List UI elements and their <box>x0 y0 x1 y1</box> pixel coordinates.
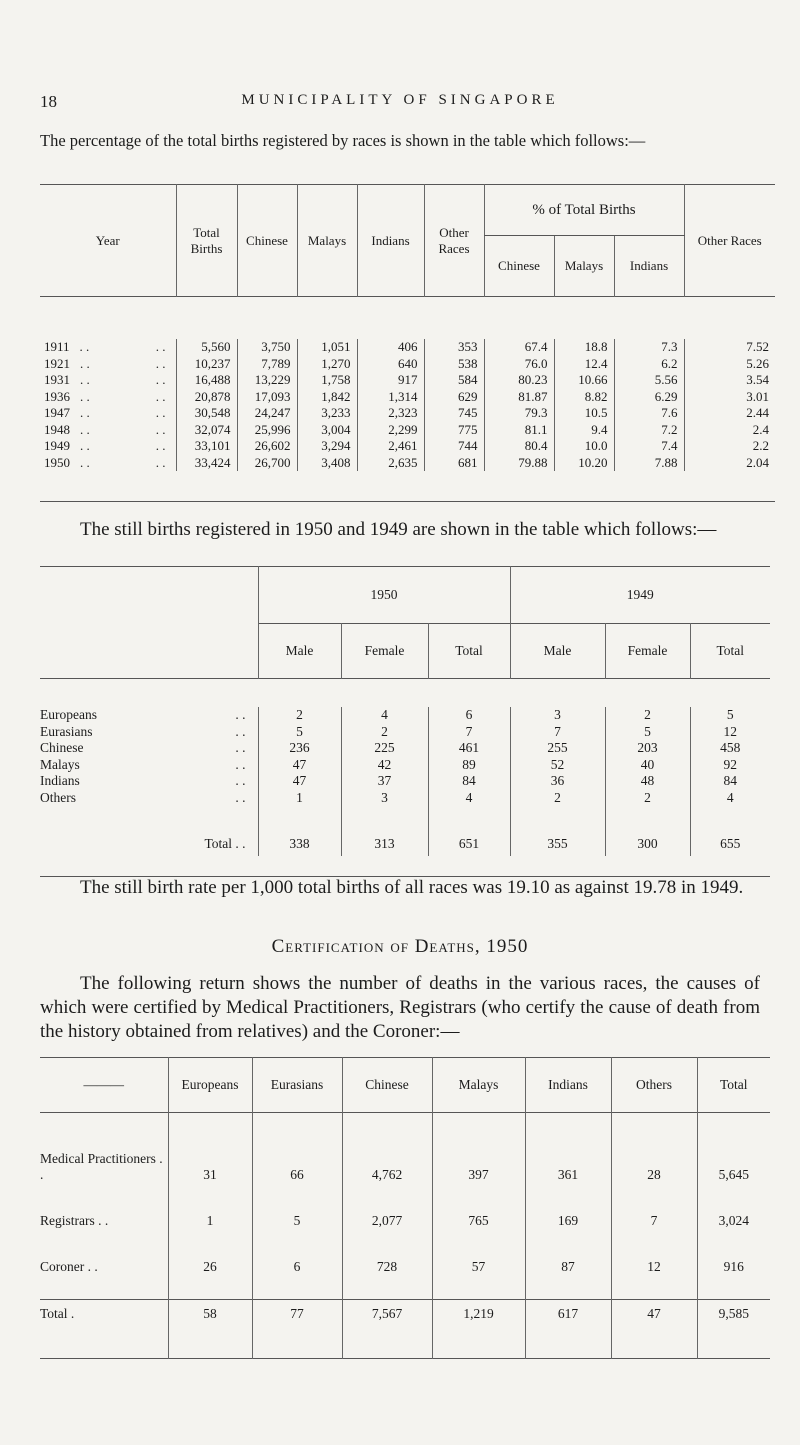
births-row <box>40 372 775 389</box>
births-row <box>40 339 775 356</box>
page-header <box>40 92 760 122</box>
still-row-label: Chinese . . <box>40 740 246 756</box>
births-cell-indians: 640 <box>357 356 424 373</box>
still-cell-m49: 2 <box>510 790 605 807</box>
deaths-col-chinese: Chinese <box>342 1058 432 1113</box>
births-cell-p-indians: 7.4 <box>614 438 684 455</box>
still-row <box>40 724 770 741</box>
still-cell-f50: 225 <box>341 740 428 757</box>
births-cell-p-chinese: 81.87 <box>484 389 554 406</box>
births-cell-p-other: 7.52 <box>684 339 775 356</box>
births-year-cell: 1949 . . . . <box>44 438 166 454</box>
births-cell-total: 33,101 <box>176 438 237 455</box>
still-cell-m50: 5 <box>258 724 341 741</box>
deaths-col-indians: Indians <box>525 1058 611 1113</box>
deaths-cell: 31 <box>168 1113 252 1188</box>
col-pct-chinese: Chinese <box>484 236 554 297</box>
births-cell-p-indians: 7.88 <box>614 455 684 472</box>
births-cell-p-malays: 10.5 <box>554 405 614 422</box>
births-cell-p-chinese: 80.23 <box>484 372 554 389</box>
births-row <box>40 438 775 455</box>
births-by-race-table <box>40 184 775 502</box>
still-row <box>40 740 770 757</box>
deaths-col-malays: Malays <box>432 1058 525 1113</box>
births-cell-indians: 1,314 <box>357 389 424 406</box>
still-cell-m49: 36 <box>510 773 605 790</box>
births-cell-indians: 917 <box>357 372 424 389</box>
births-year-cell: 1936 . . . . <box>44 388 166 404</box>
still-row <box>40 707 770 724</box>
still-total-m50: 338 <box>258 806 341 856</box>
births-cell-other: 681 <box>424 455 484 472</box>
still-col-total-1950: Total <box>428 624 510 679</box>
deaths-cell: 916 <box>697 1233 770 1279</box>
still-row-label: Europeans . . <box>40 707 246 723</box>
still-row <box>40 757 770 774</box>
still-cell-f49: 5 <box>605 724 690 741</box>
deaths-cell: 57 <box>432 1233 525 1279</box>
births-cell-total: 16,488 <box>176 372 237 389</box>
still-cell-m50: 47 <box>258 773 341 790</box>
births-cell-other: 745 <box>424 405 484 422</box>
still-cell-t50: 7 <box>428 724 510 741</box>
still-corner-cell <box>40 567 258 679</box>
still-cell-f50: 2 <box>341 724 428 741</box>
births-cell-other: 744 <box>424 438 484 455</box>
col-other-races: Other Races <box>424 185 484 297</box>
births-cell-malays: 3,004 <box>297 422 357 439</box>
births-cell-total: 33,424 <box>176 455 237 472</box>
births-cell-p-malays: 9.4 <box>554 422 614 439</box>
births-cell-chinese: 13,229 <box>237 372 297 389</box>
births-cell-malays: 1,270 <box>297 356 357 373</box>
births-year-cell: 1931 . . . . <box>44 372 166 388</box>
births-cell-p-chinese: 80.4 <box>484 438 554 455</box>
deaths-cell: 169 <box>525 1187 611 1233</box>
still-col-male-1949: Male <box>510 624 605 679</box>
births-year-cell: 1947 . . . . <box>44 405 166 421</box>
deaths-col-europeans: Europeans <box>168 1058 252 1113</box>
deaths-cell: 397 <box>432 1113 525 1188</box>
deaths-total-label: Total . <box>40 1306 75 1321</box>
deaths-cell: 728 <box>342 1233 432 1279</box>
deaths-col-others: Others <box>611 1058 697 1113</box>
births-cell-p-indians: 7.2 <box>614 422 684 439</box>
births-cell-total: 5,560 <box>176 339 237 356</box>
deaths-cell: 361 <box>525 1113 611 1188</box>
deaths-cell: 5 <box>252 1187 342 1233</box>
deaths-total-malays: 1,219 <box>432 1300 525 1359</box>
still-cell-m49: 7 <box>510 724 605 741</box>
deaths-cell: 2,077 <box>342 1187 432 1233</box>
still-row-label: Indians . . <box>40 773 246 789</box>
deaths-total-others: 47 <box>611 1300 697 1359</box>
still-births-table <box>40 566 770 877</box>
still-col-female-1949: Female <box>605 624 690 679</box>
births-row <box>40 422 775 439</box>
deaths-cell: 7 <box>611 1187 697 1233</box>
still-cell-t50: 84 <box>428 773 510 790</box>
col-year: Year <box>95 232 120 248</box>
births-cell-malays: 3,294 <box>297 438 357 455</box>
still-cell-f49: 2 <box>605 707 690 724</box>
deaths-total-total: 9,585 <box>697 1300 770 1359</box>
still-cell-f49: 2 <box>605 790 690 807</box>
still-cell-f50: 4 <box>341 707 428 724</box>
still-births-intro-paragraph: The still births registered in 1950 and 1949 are shown in the table which follows:— <box>80 519 717 540</box>
still-total-label: Total . . <box>204 836 246 851</box>
births-year-cell: 1950 . . . . <box>44 454 166 470</box>
births-cell-p-other: 3.01 <box>684 389 775 406</box>
still-row <box>40 773 770 790</box>
births-year-cell: 1921 . . . . <box>44 355 166 371</box>
still-col-total-1949: Total <box>690 624 770 679</box>
still-cell-f50: 3 <box>341 790 428 807</box>
births-cell-malays: 3,408 <box>297 455 357 472</box>
births-cell-p-chinese: 81.1 <box>484 422 554 439</box>
still-row-label: Others . . <box>40 789 246 805</box>
still-col-female-1950: Female <box>341 624 428 679</box>
births-cell-p-indians: 5.56 <box>614 372 684 389</box>
births-cell-total: 20,878 <box>176 389 237 406</box>
births-cell-malays: 3,233 <box>297 405 357 422</box>
births-cell-indians: 2,323 <box>357 405 424 422</box>
births-cell-p-malays: 10.66 <box>554 372 614 389</box>
deaths-cell: 5,645 <box>697 1113 770 1188</box>
births-intro-paragraph: The percentage of the total births registered by races is shown in the table which follows:— <box>40 131 646 150</box>
deaths-cell: 12 <box>611 1233 697 1279</box>
births-year-cell: 1948 . . . . <box>44 421 166 437</box>
births-cell-chinese: 3,750 <box>237 339 297 356</box>
still-total-t49: 655 <box>690 806 770 856</box>
still-cell-m49: 3 <box>510 707 605 724</box>
still-cell-f50: 37 <box>341 773 428 790</box>
deaths-corner-cell: ——— <box>83 1077 124 1092</box>
deaths-cell: 4,762 <box>342 1113 432 1188</box>
births-row <box>40 356 775 373</box>
births-cell-indians: 2,299 <box>357 422 424 439</box>
births-cell-indians: 2,635 <box>357 455 424 472</box>
certified-deaths-table <box>40 1057 770 1359</box>
births-cell-p-indians: 7.6 <box>614 405 684 422</box>
deaths-row <box>40 1113 770 1188</box>
running-head: MUNICIPALITY OF SINGAPORE <box>241 92 559 108</box>
still-birth-rate-paragraph: The still birth rate per 1,000 total births of all races was 19.10 as against 19.78 in 1949. <box>80 877 744 898</box>
births-cell-p-chinese: 79.88 <box>484 455 554 472</box>
deaths-col-total: Total <box>697 1058 770 1113</box>
still-cell-m50: 1 <box>258 790 341 807</box>
deaths-cell: 87 <box>525 1233 611 1279</box>
deaths-total-europeans: 58 <box>168 1300 252 1359</box>
still-cell-t49: 5 <box>690 707 770 724</box>
births-cell-indians: 2,461 <box>357 438 424 455</box>
births-cell-p-other: 2.2 <box>684 438 775 455</box>
col-pct-indians: Indians <box>614 236 684 297</box>
births-cell-other: 629 <box>424 389 484 406</box>
births-cell-p-malays: 18.8 <box>554 339 614 356</box>
still-cell-m49: 52 <box>510 757 605 774</box>
section-heading-certification: Certification of Deaths, 1950 <box>271 936 529 957</box>
births-cell-chinese: 26,602 <box>237 438 297 455</box>
births-cell-p-other: 2.04 <box>684 455 775 472</box>
col-chinese: Chinese <box>237 185 297 297</box>
births-cell-other: 584 <box>424 372 484 389</box>
still-cell-t49: 458 <box>690 740 770 757</box>
still-cell-t50: 4 <box>428 790 510 807</box>
still-row-label: Malays . . <box>40 756 246 772</box>
still-cell-m50: 236 <box>258 740 341 757</box>
deaths-cell: 765 <box>432 1187 525 1233</box>
still-cell-t49: 12 <box>690 724 770 741</box>
still-row-label: Eurasians . . <box>40 723 246 739</box>
deaths-total-eurasians: 77 <box>252 1300 342 1359</box>
still-cell-f50: 42 <box>341 757 428 774</box>
col-malays: Malays <box>297 185 357 297</box>
still-cell-f49: 40 <box>605 757 690 774</box>
col-group-pct-total-births: % of Total Births <box>484 185 684 236</box>
births-cell-p-indians: 7.3 <box>614 339 684 356</box>
births-cell-chinese: 24,247 <box>237 405 297 422</box>
still-cell-m50: 2 <box>258 707 341 724</box>
deaths-row <box>40 1187 770 1233</box>
births-cell-p-chinese: 76.0 <box>484 356 554 373</box>
births-cell-total: 32,074 <box>176 422 237 439</box>
still-total-m49: 355 <box>510 806 605 856</box>
col-pct-malays: Malays <box>554 236 614 297</box>
deaths-total-indians: 617 <box>525 1300 611 1359</box>
still-cell-t49: 4 <box>690 790 770 807</box>
births-cell-malays: 1,051 <box>297 339 357 356</box>
births-cell-p-chinese: 79.3 <box>484 405 554 422</box>
still-row <box>40 790 770 807</box>
still-col-male-1950: Male <box>258 624 341 679</box>
deaths-cell: 1 <box>168 1187 252 1233</box>
births-cell-chinese: 17,093 <box>237 389 297 406</box>
births-cell-p-chinese: 67.4 <box>484 339 554 356</box>
still-cell-t49: 92 <box>690 757 770 774</box>
deaths-spacer-row <box>40 1279 770 1300</box>
births-cell-p-malays: 10.20 <box>554 455 614 472</box>
births-cell-chinese: 7,789 <box>237 356 297 373</box>
still-total-f50: 313 <box>341 806 428 856</box>
deaths-row-label: Medical Practitioners . . <box>40 1151 163 1182</box>
deaths-cell: 26 <box>168 1233 252 1279</box>
births-cell-chinese: 25,996 <box>237 422 297 439</box>
deaths-cell: 3,024 <box>697 1187 770 1233</box>
still-col-1950: 1950 <box>258 567 510 624</box>
births-row <box>40 405 775 422</box>
page-number: 18 <box>40 92 57 111</box>
still-cell-t50: 89 <box>428 757 510 774</box>
col-pct-other-races: Other Races <box>684 185 775 297</box>
still-cell-f49: 48 <box>605 773 690 790</box>
deaths-cell: 6 <box>252 1233 342 1279</box>
deaths-intro-paragraph: The following return shows the number of deaths in the various races, the causes of which were certified by Medical Practitioners, Registrars (who certify the cause of death from the history obtained from relatives) and the Coroner:— <box>40 973 760 1042</box>
births-cell-p-other: 3.54 <box>684 372 775 389</box>
births-cell-malays: 1,758 <box>297 372 357 389</box>
deaths-cell: 66 <box>252 1113 342 1188</box>
deaths-row <box>40 1233 770 1279</box>
still-cell-t49: 84 <box>690 773 770 790</box>
births-cell-total: 10,237 <box>176 356 237 373</box>
deaths-row-label: Coroner . . <box>40 1259 98 1274</box>
births-cell-other: 538 <box>424 356 484 373</box>
births-cell-indians: 406 <box>357 339 424 356</box>
deaths-row-label: Registrars . . <box>40 1213 109 1228</box>
births-cell-p-other: 2.44 <box>684 405 775 422</box>
still-cell-m49: 255 <box>510 740 605 757</box>
births-year-cell: 1911 . . . . <box>44 339 166 355</box>
births-cell-p-other: 2.4 <box>684 422 775 439</box>
births-cell-malays: 1,842 <box>297 389 357 406</box>
births-cell-p-malays: 10.0 <box>554 438 614 455</box>
births-cell-p-indians: 6.29 <box>614 389 684 406</box>
deaths-total-chinese: 7,567 <box>342 1300 432 1359</box>
births-row <box>40 389 775 406</box>
births-cell-other: 353 <box>424 339 484 356</box>
deaths-col-eurasians: Eurasians <box>252 1058 342 1113</box>
col-indians: Indians <box>357 185 424 297</box>
births-cell-other: 775 <box>424 422 484 439</box>
births-cell-p-malays: 12.4 <box>554 356 614 373</box>
col-total-births: Total Births <box>176 185 237 297</box>
still-cell-f49: 203 <box>605 740 690 757</box>
still-total-t50: 651 <box>428 806 510 856</box>
still-total-f49: 300 <box>605 806 690 856</box>
still-cell-t50: 6 <box>428 707 510 724</box>
still-cell-t50: 461 <box>428 740 510 757</box>
births-cell-p-other: 5.26 <box>684 356 775 373</box>
births-cell-total: 30,548 <box>176 405 237 422</box>
deaths-cell: 28 <box>611 1113 697 1188</box>
births-cell-chinese: 26,700 <box>237 455 297 472</box>
still-cell-m50: 47 <box>258 757 341 774</box>
births-cell-p-indians: 6.2 <box>614 356 684 373</box>
births-row <box>40 455 775 472</box>
births-cell-p-malays: 8.82 <box>554 389 614 406</box>
still-col-1949: 1949 <box>510 567 770 624</box>
